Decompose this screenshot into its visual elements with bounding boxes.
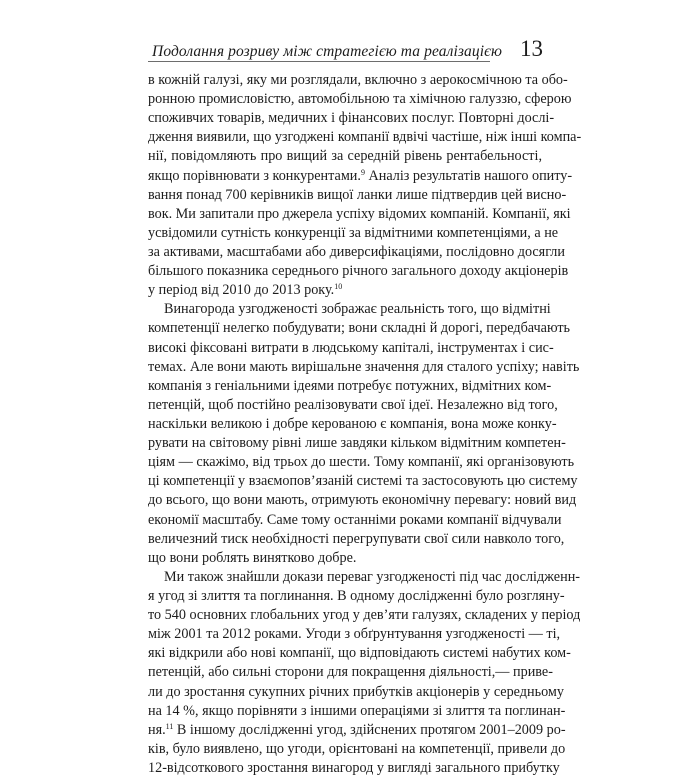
footnote-ref: 9 <box>360 167 365 177</box>
text-line: економії масштабу. Саме тому останніми роками компанії відчували <box>148 511 562 528</box>
text-line: вок. Ми запитали про джерела успіху відомих компаній. Компанії, які <box>148 205 571 222</box>
text-line: вання понад 700 керівників вищої ланки лише підтвердив цей висно- <box>148 186 567 203</box>
text-line: нії, повідомляють про вищий за середній рівень рентабельності, <box>148 148 542 165</box>
text-line: то 540 основних глобальних угод у дев’яти галузях, складених у період <box>148 607 581 624</box>
text-line: ків, було виявлено, що угоди, орієнтовані на компетенції, привели до <box>148 740 566 757</box>
text-line: що вони роблять винятково добре. <box>148 549 357 566</box>
text-line: ці компетенції у взаємопов’язаній системі та застосовують цю систему <box>148 473 578 490</box>
text-line: за активами, масштабами або диверсифікаціями, послідовно досягли <box>148 243 565 260</box>
text-line: дження виявили, що узгоджені компанії вдвічі частіше, ніж інші компа- <box>148 129 582 146</box>
footnote-ref: 11 <box>165 721 174 731</box>
text-line: у період від 2010 до 2013 року.$^{10}$ <box>148 282 343 299</box>
text-line: ли до зростання сукупних річних прибутків акціонерів у середньому <box>148 683 564 700</box>
text-line: високі фіксовані витрати в людському капіталі, інструментах і сис- <box>148 339 554 356</box>
running-title: Подолання розриву між стратегією та реалізацією <box>152 43 502 60</box>
text-line: Винагорода узгодженості зображає реальність того, що відмітні <box>164 301 551 318</box>
text-line: наскільки великою і добре керованою є компанія, вона може конку- <box>148 415 557 432</box>
text-line: в кожній галузі, яку ми розглядали, включно з аерокосмічною та обо- <box>148 72 568 88</box>
text-line: споживчих товарів, медичних і фінансових послуг. Повторні дослі- <box>148 110 555 127</box>
text-line: якщо порівнювати з конкурентами.$^9$ Аналіз результатів нашого опиту- <box>148 167 573 184</box>
text-line: компанія з геніальними ідеями потребує потужних, відмітних ком- <box>148 377 552 394</box>
text-line: ронною промисловістю, автомобільною та хімічною галуззю, сферою <box>148 91 572 108</box>
running-header <box>148 36 548 66</box>
text-line: ня.$^{11}$ В іншому дослідженні угод, здійснених протягом 2001–2009 ро- <box>148 721 566 738</box>
text-line: рувати на світовому рівні лише завдяки кільком відмітним компетен- <box>148 435 566 452</box>
text-line: усвідомили сутність конкуренції за відмітними компетенціями, а не <box>148 224 559 241</box>
header-rule <box>148 61 490 62</box>
paragraph <box>148 568 581 778</box>
text-line: які відкрили або нові компанії, що відповідають системі набутих ком- <box>148 645 571 662</box>
text-line: компетенції нелегко побудувати; вони складні й дорогі, передбачають <box>148 320 571 337</box>
paragraph <box>148 300 580 568</box>
text-line: ціям — скажімо, від трьох до шести. Тому компанії, які організовують <box>148 454 575 471</box>
text-line: більшого показника середнього річного загального доходу акціонерів <box>148 263 569 280</box>
text-line: 12-відсоткового зростання винагород у вигляді загального прибутку <box>148 759 560 776</box>
text-line: між 2001 та 2012 роками. Угоди з обґрунтування узгодженості — ті, <box>148 626 561 643</box>
footnote-ref: 10 <box>334 282 343 292</box>
text-line: до всього, що вони мають, отримують економічну перевагу: новий вид <box>148 492 577 509</box>
text-line: Ми також знайшли докази переваг узгодженості під час дослідженн- <box>164 568 581 585</box>
paragraph <box>148 71 582 300</box>
text-line: величезний тиск необхідності перегрупувати свої сили навколо того, <box>148 530 565 547</box>
text-line: темах. Але вони мають вирішальне значення для сталого успіху; навіть <box>148 358 580 375</box>
page-number: 13 <box>520 36 543 61</box>
text-line: я угод зі злиття та поглинання. В одному дослідженні було розгляну- <box>148 587 565 604</box>
text-line: петенцій, або сильні сторони для покращення діяльності,— приве- <box>148 664 553 681</box>
text-line: петенцій, щоб постійно реалізовувати свої ідеї. Незалежно від того, <box>148 396 558 413</box>
body-text <box>148 71 582 778</box>
text-line: на 14 %, якщо порівняти з іншими операціями зі злиття та поглинан- <box>148 702 566 719</box>
